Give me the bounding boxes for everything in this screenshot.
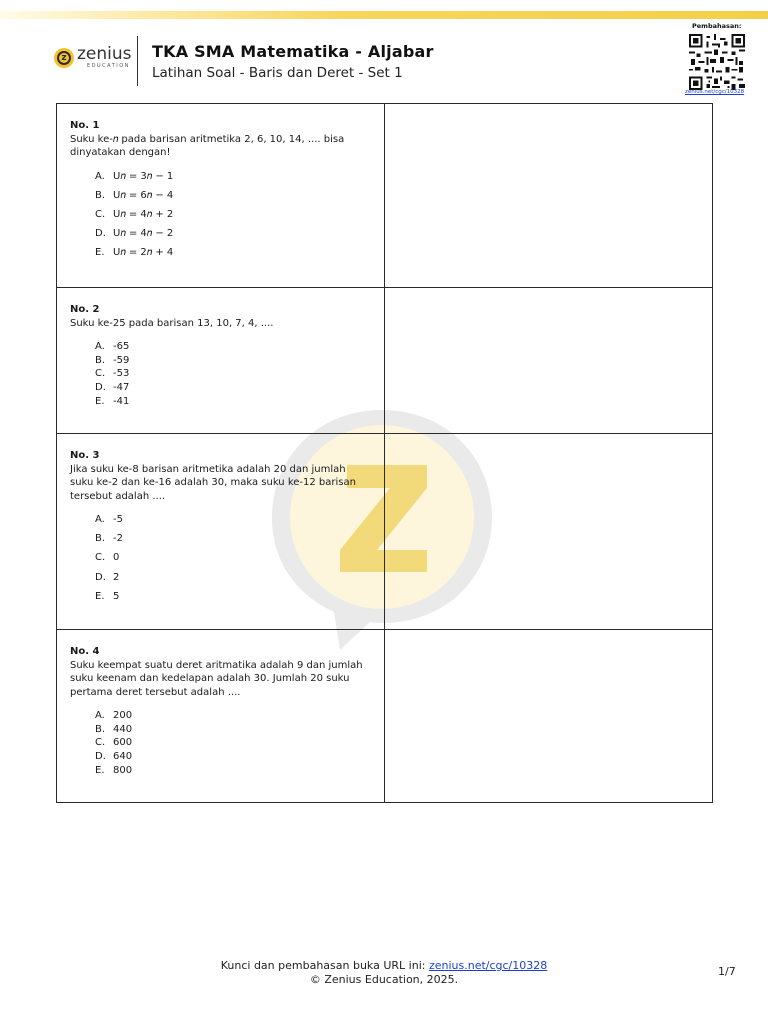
option-item: C. 600 xyxy=(95,737,133,749)
question-number: No. 2 xyxy=(70,304,100,315)
question-2 xyxy=(57,288,384,419)
document-title: TKA SMA Matematika - Aljabar xyxy=(152,42,434,61)
document-subtitle: Latihan Soal - Baris dan Deret - Set 1 xyxy=(152,65,403,81)
option-item: A. -65 xyxy=(95,341,130,352)
option-item: A. U𝑛 = 3𝑛 − 1 xyxy=(95,170,174,182)
answer-space xyxy=(385,104,713,288)
logo-subtitle: EDUCATION xyxy=(87,63,130,69)
header-accent-bar xyxy=(0,11,768,19)
questions-table xyxy=(56,103,713,803)
option-item: C. U𝑛 = 4𝑛 + 2 xyxy=(95,208,174,220)
option-item: D. 640 xyxy=(95,751,133,763)
question-row xyxy=(57,288,713,434)
answer-space xyxy=(385,630,713,803)
question-4 xyxy=(57,630,384,788)
option-item: B. -59 xyxy=(95,354,130,366)
option-list xyxy=(95,170,372,260)
logo-wordmark: zenius xyxy=(77,44,132,64)
question-text: Suku keempat suatu deret aritmatika adalah 9 dan jumlah suku keenam dan kedelapan adalah 30. Jumlah 20 suku pertama deret tersebut adalah .... xyxy=(70,659,363,698)
option-item: B. -2 xyxy=(95,533,123,545)
question-row xyxy=(57,104,713,288)
question-1 xyxy=(57,104,384,275)
header-divider xyxy=(137,36,138,86)
question-text: Suku ke-𝑛 pada barisan aritmetika 2, 6, 10, 14, .... bisa dinyatakan dengan! xyxy=(70,133,345,158)
option-item: C. 0 xyxy=(95,552,120,564)
answer-space xyxy=(385,288,713,434)
qr-link[interactable]: zenius.net/cgc/10328 xyxy=(685,89,745,95)
option-list xyxy=(95,709,372,778)
option-list xyxy=(95,513,372,603)
option-item: E. 800 xyxy=(95,764,133,776)
question-row xyxy=(57,630,713,803)
option-item: E. -41 xyxy=(95,395,130,407)
zenius-logo-icon: z xyxy=(54,48,74,68)
question-row xyxy=(57,434,713,630)
question-text: Jika suku ke-8 barisan aritmetika adalah 20 dan jumlah suku ke-2 dan ke-16 adalah 30, maka suku ke-12 barisan tersebut adalah .... xyxy=(70,463,356,502)
footer-url-prefix: Kunci dan pembahasan buka URL ini: xyxy=(220,959,429,972)
question-number: No. 3 xyxy=(70,450,100,461)
option-list xyxy=(95,340,372,409)
option-item: B. 440 xyxy=(95,723,133,735)
question-number: No. 1 xyxy=(70,120,100,131)
option-item: E. 5 xyxy=(95,590,120,602)
question-text: Suku ke-25 pada barisan 13, 10, 7, 4, .... xyxy=(70,317,274,329)
question-number: No. 4 xyxy=(70,646,100,657)
answer-space xyxy=(385,434,713,630)
qr-label: Pembahasan: xyxy=(692,22,742,30)
footer-url-line xyxy=(0,959,768,972)
option-item: A. 200 xyxy=(95,710,133,721)
option-item: A. -5 xyxy=(95,514,123,525)
option-item: D. -47 xyxy=(95,382,130,394)
page-number: 1/7 xyxy=(718,965,736,978)
qr-code-icon[interactable] xyxy=(689,34,745,90)
zenius-logo xyxy=(54,46,132,69)
question-3 xyxy=(57,434,384,619)
option-item: E. U𝑛 = 2𝑛 + 4 xyxy=(95,247,174,259)
footer-copyright: © Zenius Education, 2025. xyxy=(309,973,459,986)
option-item: C. -53 xyxy=(95,368,130,380)
option-item: D. U𝑛 = 4𝑛 − 2 xyxy=(95,228,174,240)
option-item: D. 2 xyxy=(95,571,120,583)
footer-url-link[interactable]: zenius.net/cgc/10328 xyxy=(428,959,548,972)
option-item: B. U𝑛 = 6𝑛 − 4 xyxy=(95,189,174,201)
